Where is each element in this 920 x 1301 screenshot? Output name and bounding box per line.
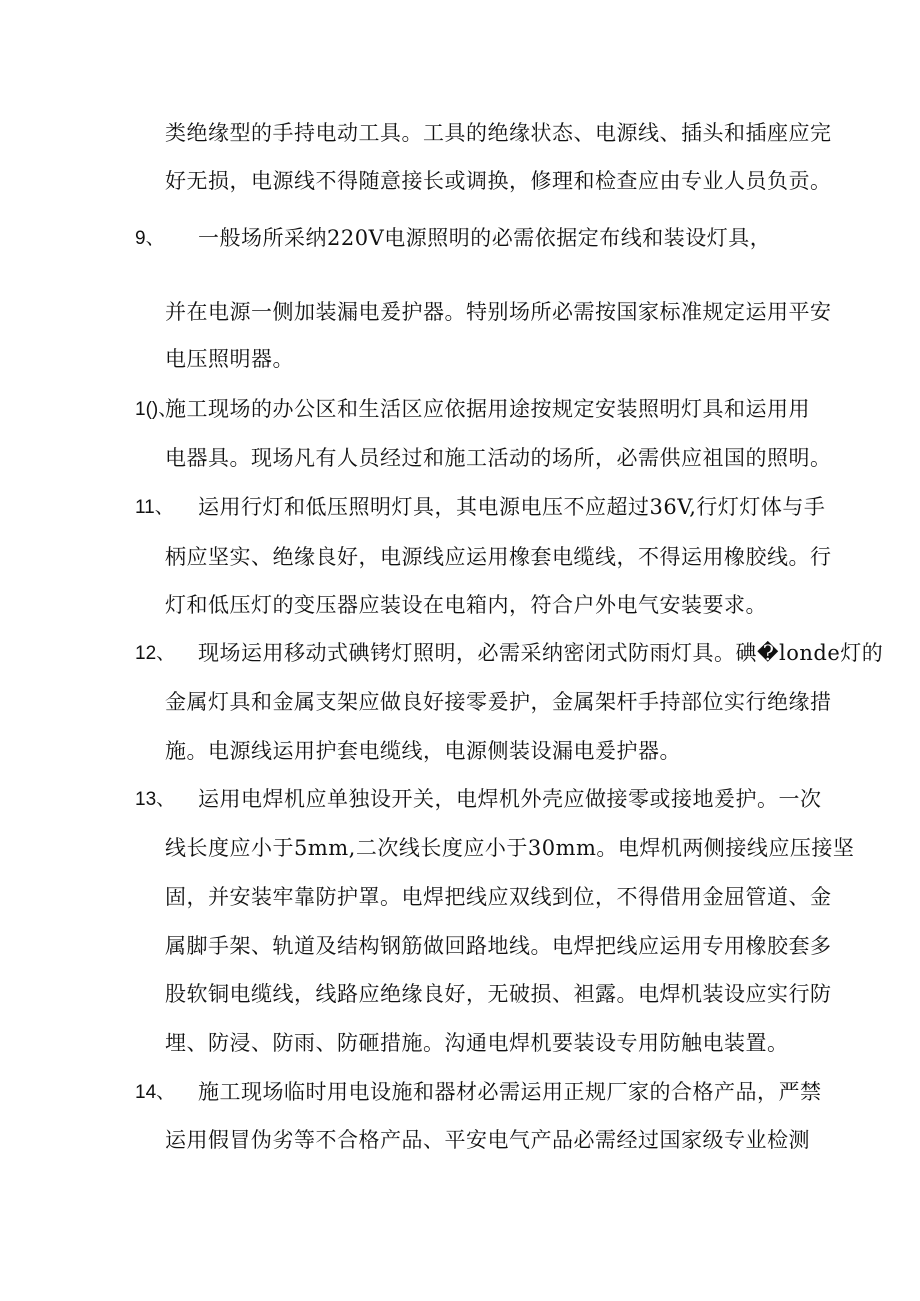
item-number: 1()、 xyxy=(135,399,178,420)
text-line: 好无损，电源线不得随意接长或调换，修理和检查应由专业人员负贡。 xyxy=(165,169,832,193)
item-number: 13、 xyxy=(135,789,176,810)
text-line: 金属灯具和金属支架应做良好接零爰护，金属架杆手持部位实行绝缘措 xyxy=(165,690,832,714)
item-number: 12、 xyxy=(135,643,176,664)
text-line: 运用电焊机应单独设开关，电焊机外壳应做接零或接地爰护。一次 xyxy=(198,787,822,811)
text-line: 灯和低压灯的变压器应装设在电箱内，符合户外电气安装要求。 xyxy=(165,593,767,617)
item-number: 14、 xyxy=(135,1082,176,1103)
text-line: 施工现场临时用电设施和器材必需运用正规厂家的合格产品，严禁 xyxy=(198,1080,822,1104)
text-line: 柄应坚实、绝缘良好，电源线应运用橡套电缆线，不得运用橡胶线。行 xyxy=(165,545,832,569)
text-line: 施工现场的办公区和生活区应依据用途按规定安装照明灯具和运用用 xyxy=(165,397,810,421)
text-line: 电压照明器。 xyxy=(165,347,294,371)
text-line: 股软铜电缆线，线路应绝缘良好，无破损、袒露。电焊机装设应实行防 xyxy=(165,982,832,1006)
item-number: 11、 xyxy=(135,497,174,518)
text-line: 埋、防浸、防雨、防砸措施。沟通电焊机要装设专用防触电装置。 xyxy=(165,1031,789,1055)
text-line: 固，并安装牢靠防护罩。电焊把线应双线到位，不得借用金屈管道、金 xyxy=(165,885,832,909)
text-line: 运用假冒伪劣等不合格产品、平安电气产品必需经过国家级专业检测 xyxy=(165,1128,810,1152)
text-line: 现场运用移动式碘铐灯照明，必需采纳密闭式防雨灯具。碘�londe灯的 xyxy=(198,641,884,665)
item-number: 9、 xyxy=(135,228,165,249)
text-line: 属脚手架、轨道及结构钢筋做回路地线。电焊把线应运用专用橡胶套多 xyxy=(165,934,832,958)
text-line: 类绝缘型的手持电动工具。工具的绝缘状态、电源线、插头和插座应完 xyxy=(165,121,832,145)
text-line: 运用行灯和低压照明灯具，其电源电压不应超过36V,行灯灯体与手 xyxy=(198,495,826,519)
text-line: 施。电源线运用护套电缆线，电源侧装设漏电爰护器。 xyxy=(165,739,681,763)
text-line: 一般场所采纳220V电源照明的必需依据定布线和装设灯具， xyxy=(198,226,772,250)
text-line: 并在电源一侧加装漏电爰护器。特别场所必需按国家标准规定运用平安 xyxy=(165,300,832,324)
text-line: 电器具。现场凡有人员经过和施工活动的场所，必需供应祖国的照明。 xyxy=(165,446,832,470)
text-line: 线长度应小于5mm,二次线长度应小于30mm。电焊机两侧接线应压接坚 xyxy=(165,836,855,860)
